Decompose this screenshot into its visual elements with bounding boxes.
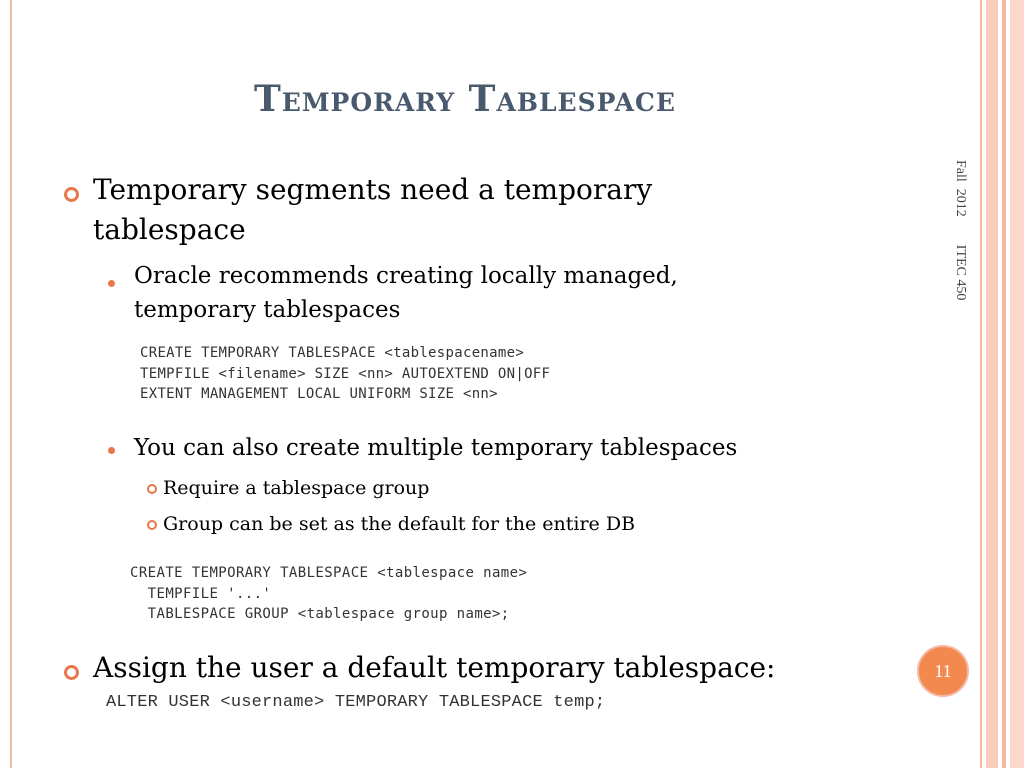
- stripe: [986, 0, 998, 768]
- small-ring-bullet-icon: [147, 484, 157, 494]
- bullet-line: Temporary segments need a temporary: [93, 173, 653, 206]
- sub-bullet-text: [134, 259, 678, 327]
- ring-bullet-icon: [64, 187, 79, 202]
- stripe: [980, 0, 982, 768]
- sub-bullet-line: temporary tablespaces: [134, 297, 401, 323]
- bullet-item: [64, 175, 79, 202]
- code-block-create-temp-tablespace: CREATE TEMPORARY TABLESPACE <tablespacename> TEMPFILE <filename> SIZE <nn> AUTOEXTEND ON|OFF EXTENT MANAGEMENT LOCAL UNIFORM SIZE <nn>: [140, 345, 551, 402]
- code-block-alter-user: ALTER USER <username> TEMPORARY TABLESPACE temp;: [106, 693, 606, 712]
- page-number: 11: [934, 660, 952, 681]
- bullet-text: Assign the user a default temporary tablespace:: [93, 651, 776, 684]
- code-block-tablespace-group: CREATE TEMPORARY TABLESPACE <tablespace name> TEMPFILE '...' TABLESPACE GROUP <tablespace group name>;: [130, 565, 528, 622]
- slide-title: Temporary Tablespace: [254, 78, 676, 120]
- bullet-line: tablespace: [93, 213, 246, 246]
- right-decorative-stripes: [980, 0, 1024, 768]
- sub-sub-bullet-text: Require a tablespace group: [163, 477, 430, 499]
- sub-bullet-line: Oracle recommends creating locally managed,: [134, 263, 678, 289]
- dot-bullet-icon: [108, 280, 115, 287]
- bullet-text: [93, 170, 652, 250]
- sidebar-footer-text: Fall 2012 ITEC 450: [953, 160, 968, 301]
- left-border-line: [10, 0, 12, 768]
- stripe: [1010, 0, 1024, 768]
- ring-bullet-icon: [64, 665, 79, 680]
- dot-bullet-icon: [108, 447, 115, 454]
- sub-bullet-text: You can also create multiple temporary tablespaces: [134, 435, 738, 461]
- stripe: [1002, 0, 1006, 768]
- sub-sub-bullet-text: Group can be set as the default for the entire DB: [163, 513, 636, 535]
- small-ring-bullet-icon: [147, 520, 157, 530]
- page-number-badge: [917, 645, 969, 697]
